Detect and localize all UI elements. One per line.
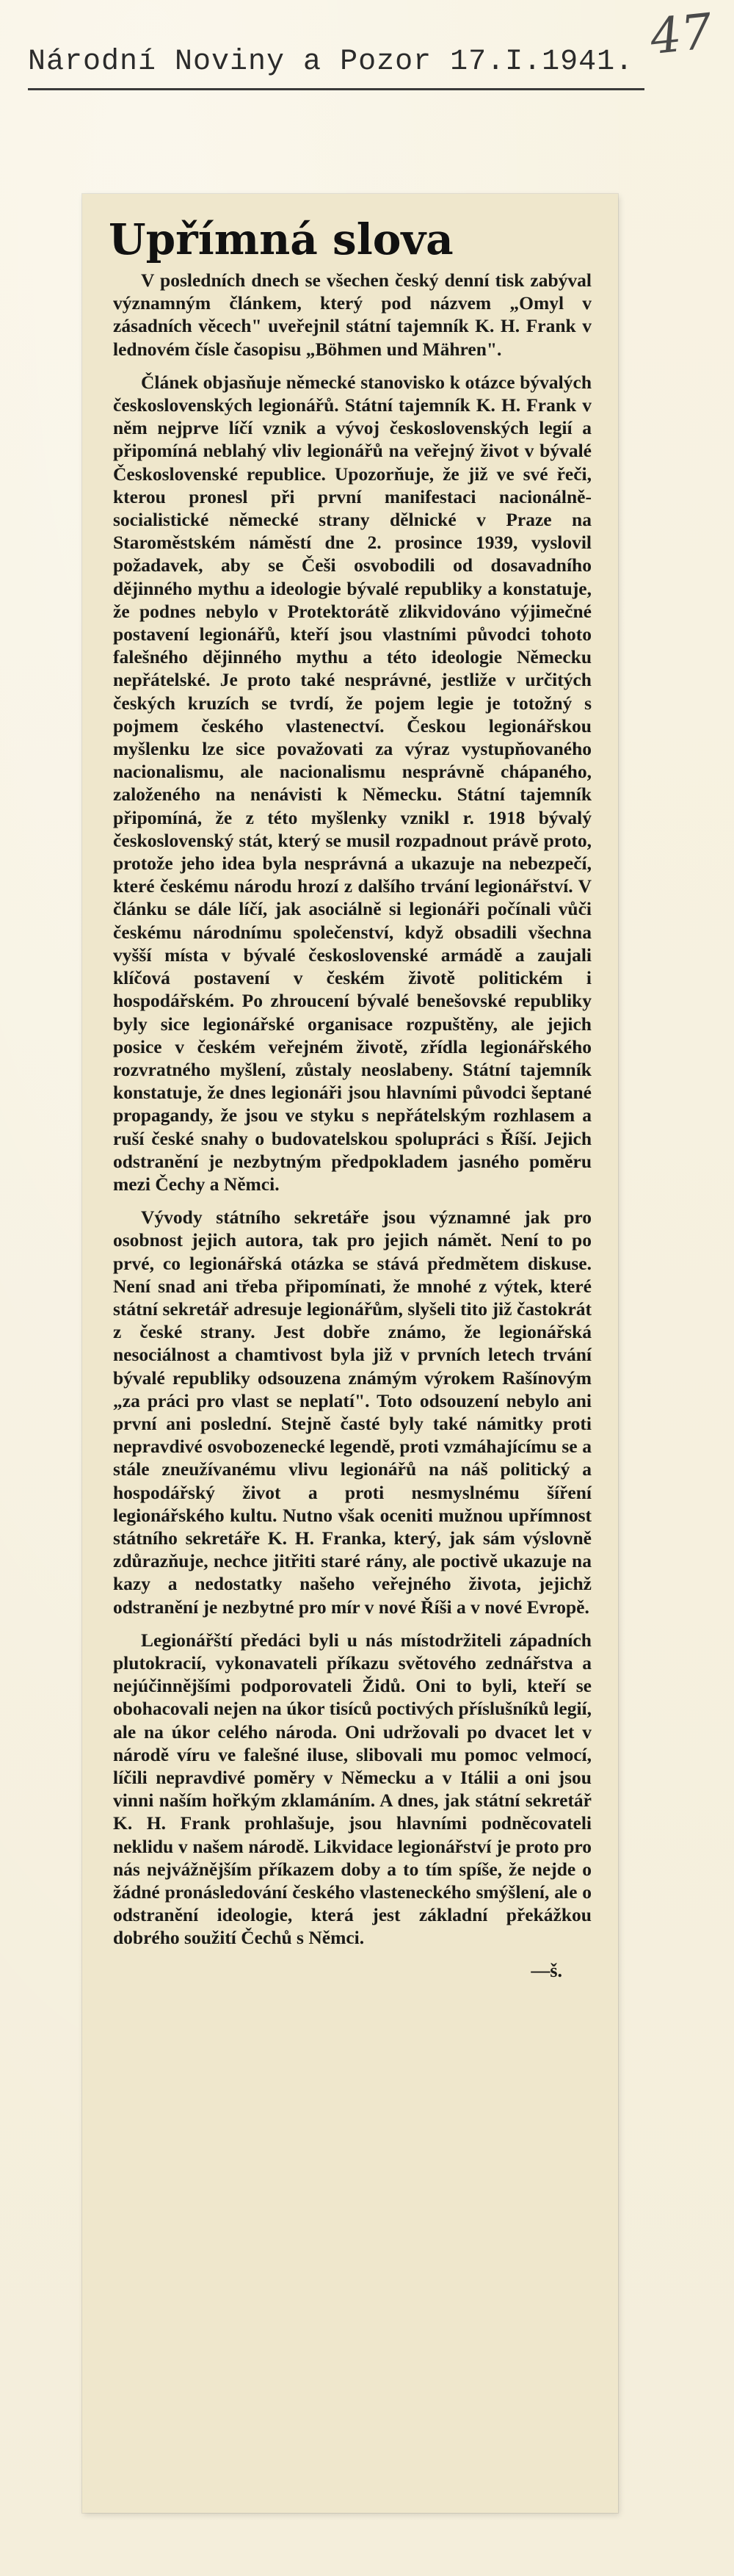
article-signature: —š. — [531, 1959, 562, 1981]
header-underline — [28, 88, 644, 90]
article-paragraph: Legionářští předáci byli u nás místodržiteli západních plutokracií, vykonavateli příkazu světového zednářstva a nejúčinnějšími podporovateli Židů. Oni to byli, kteří se obohacovali nejen na úkor tisíců poctivých příslušníků legií, ale na úkor celého národa. Oni udržovali po dvacet let v národě víru ve falešné iluse, slibovali mu pomoc velmocí, líčili nepravdivé poměry v Německu a v Itálii a oni jsou vinni naším hořkým zklamáním. A dnes, jak státní sekretář K. H. Frank prohlašuje, jsou hlavními podněcovateli neklidu v našem národě. Likvidace legionářství je proto pro nás nejvážnějším příkazem doby a to tím spíše, že nejde o žádné pronásledování českého vlasteneckého smýšlení, ale o odstranění ideologie, která jest základní překážkou dobrého soužití Čechů s Němci. — [113, 1629, 592, 1949]
newspaper-clipping — [82, 194, 618, 2513]
article — [109, 214, 592, 1982]
article-paragraph: Článek objasňuje německé stanovisko k otázce bývalých československých legionářů. Státní tajemník K. H. Frank v něm nejprve líčí vznik a vývoj československých legií a připomíná neblahý vliv legionářů na veřejný život v bývalé Československé republice. Upozorňuje, že již ve své řeči, kterou pronesl při první manifestaci nacionálně-socialistické německé strany dělnické v Praze na Staroměstském náměstí dne 2. prosince 1939, vyslovil požadavek, aby se Češi osvobodili od dosavadního dějinného mythu a ideologie bývalé republiky a konstatuje, že podnes nebylo v Protektorátě zlikvidováno výjimečné postavení legionářů, kteří jsou vlastními původci tohoto falešného dějinného mythu a této ideologie Německu nepřátelské. Je proto také nesprávné, jestliže v určitých českých kruzích se tvrdí, že pojem legie je totožný s pojmem českého vlastenectví. Českou legionářskou myšlenku lze sice považovati za výraz vystupňovaného nacionalismu, ale nacionalismu nesprávně chápaného, založeného na nenávisti k Německu. Státní tajemník připomíná, že z této myšlenky vznikl r. 1918 bývalý československý stát, který se musil rozpadnout právě proto, protože jeho idea byla nesprávná a ukazuje na nebezpečí, které českému národu hrozí z dalšího trvání legionářství. V článku se dále líčí, jak asociálně si legionáři počínali vůči českému národnímu společenství, když obsadili všechna vyšší místa v bývalé československé armádě a zaujali klíčová postavení v českém životě politickém i hospodářském. Po zhroucení bývalé benešovské republiky byly sice legionářské organisace rozpuštěny, ale jejich posice v českém veřejném životě, zřídla legionářského rozvratného myšlení, zůstaly neoslabeny. Státní tajemník konstatuje, že dnes legionáři jsou hlavními původci šeptané propagandy, že jsou ve styku s nepřátelským rozhlasem a ruší české snahy o budovatelskou spolupráci s Říší. Jejich odstranění je nezbytným předpokladem jasného poměru mezi Čechy a Němci. — [113, 371, 592, 1195]
article-paragraph: Vývody státního sekretáře jsou významné jak pro osobnost jejich autora, tak pro jejich námět. Není to po prvé, co legionářská otázka se stává předmětem diskuse. Není snad ani třeba připomínati, že mnohé z výtek, které státní sekretář adresuje legionářům, slyšeli tito již častokrát z české strany. Jest dobře známo, že legionářská nesociálnost a chamtivost byla již v prvních letech trvání bývalé republiky odsouzena známým výrokem Rašínovým „za práci pro vlast se neplatí". Toto odsouzení nebylo ani první ani poslední. Stejně časté byly také námitky proti nepravdivé osvobozenecké legendě, proti vzmáhajícímu se a stále zneužívanému vlivu legionářů na náš politický a hospodářský život a proti nesmyslnému šíření legionářského kultu. Nutno však oceniti mužnou upřímnost státního sekretáře K. H. Franka, který, jak sám výslovně zdůrazňuje, nechce jitřiti staré rány, ale poctivě ukazuje na kazy a nedostatky našeho veřejného života, jejichž odstranění je nezbytné pro mír v nové Říši a v nové Evropě. — [113, 1206, 592, 1618]
source-header: Národní Noviny a Pozor 17.I.1941. — [28, 46, 634, 79]
handwritten-page-number: 47 — [647, 2, 715, 66]
article-paragraph: V posledních dnech se všechen český denní tisk zabýval významným článkem, který pod názvem „Omyl v zásadních věcech" uveřejnil státní tajemník K. H. Frank v lednovém čísle časopisu „Böhmen und Mähren". — [113, 269, 592, 360]
article-title: Upřímná slova — [109, 214, 454, 264]
